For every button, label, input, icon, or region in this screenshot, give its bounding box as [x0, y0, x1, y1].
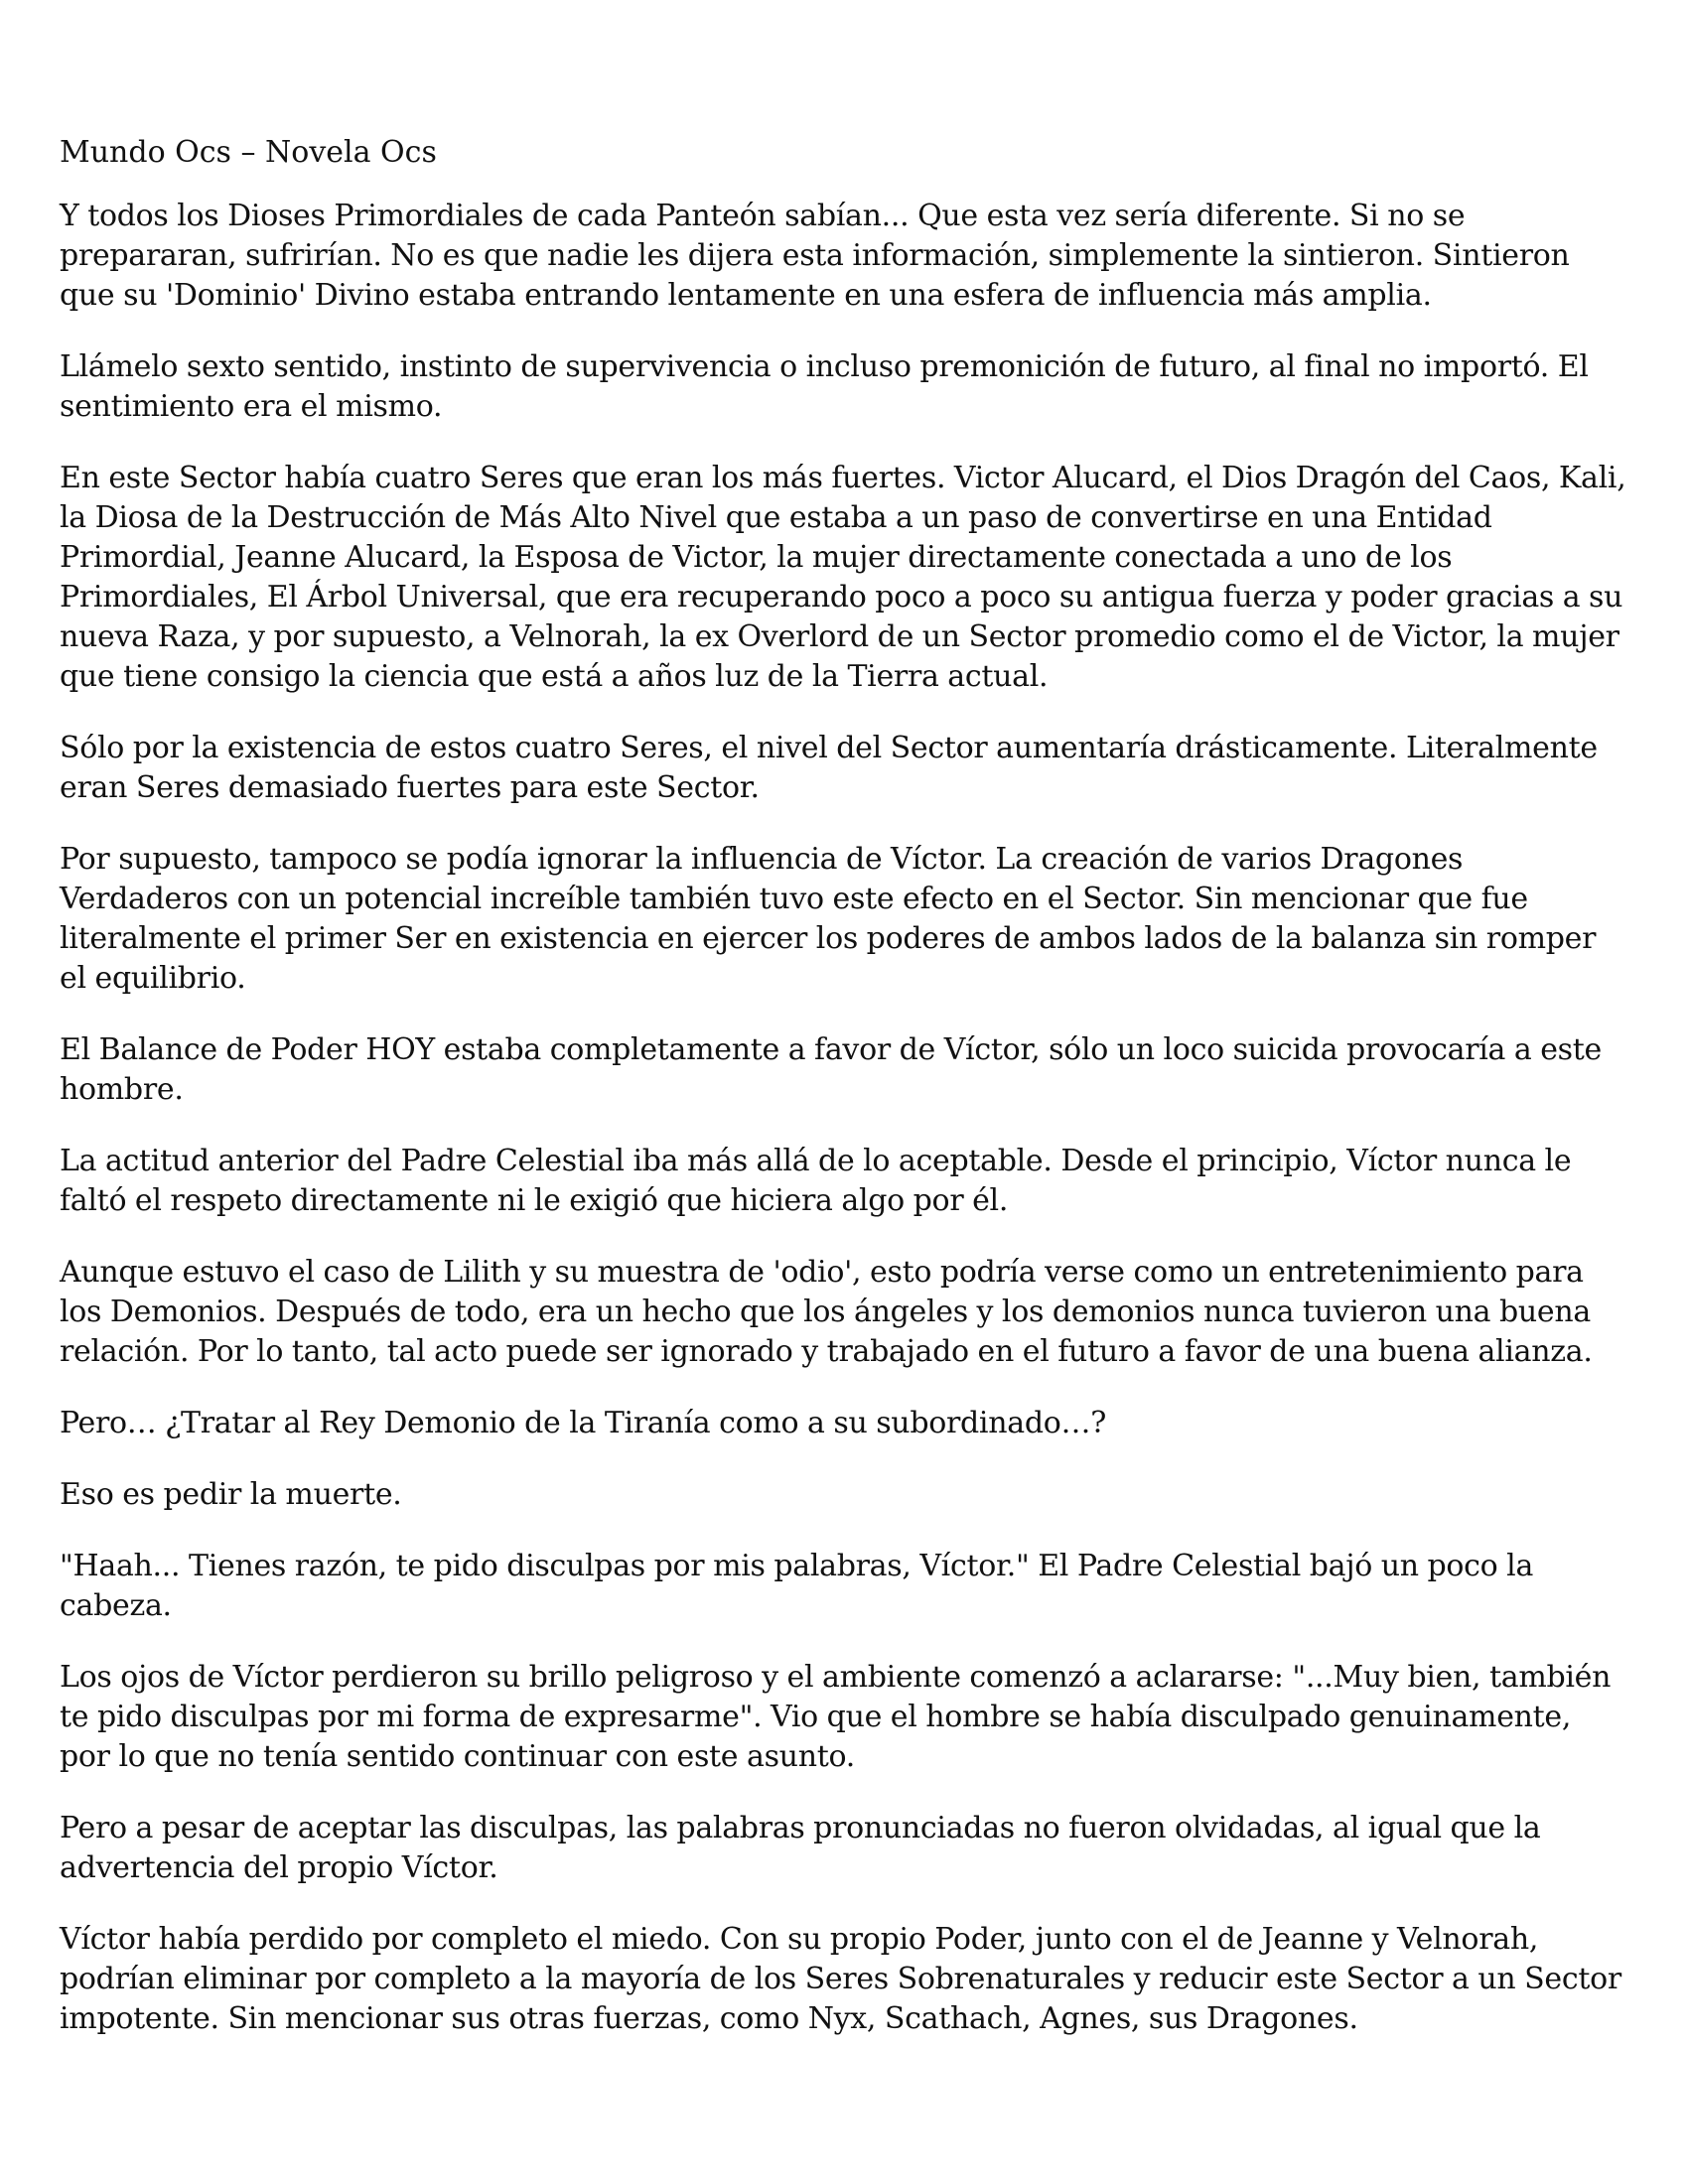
paragraph-9: Pero… ¿Tratar al Rey Demonio de la Tiranía como a su subordinado…? [60, 1406, 1106, 1440]
paragraph-6: El Balance de Poder HOY estaba completamente a favor de Víctor, sólo un loco suicida provocaría a este hombre. [60, 1032, 1602, 1107]
paragraph-1: Y todos los Dioses Primordiales de cada Panteón sabían... Que esta vez sería diferente. Si no se prepararan, sufrirían. No es que nadie les dijera esta información, simplemente la sintieron. Sintieron que su 'Dominio' Divino estaba entrando lentamente en una esfera de influencia más amplia. [60, 199, 1570, 313]
paragraph-11: "Haah... Tienes razón, te pido disculpas por mis palabras, Víctor." El Padre Celestial bajó un poco la cabeza. [60, 1549, 1534, 1623]
paragraph-12: Los ojos de Víctor perdieron su brillo peligroso y el ambiente comenzó a aclararse: "...Muy bien, también te pido disculpas por mi forma de expresarme". Vio que el hombre se había disculpado genuinamente, por lo que no tenía sentido continuar con este asunto. [60, 1660, 1612, 1774]
paragraph-14: Víctor había perdido por completo el miedo. Con su propio Poder, junto con el de Jeanne y Velnorah, podrían eliminar por completo a la mayoría de los Seres Sobrenaturales y reducir este Sector a un Sector impotente. Sin mencionar sus otras fuerzas, como Nyx, Scathach, Agnes, sus Dragones. [60, 1922, 1621, 2036]
paragraph-8: Aunque estuvo el caso de Lilith y su muestra de 'odio', esto podría verse como un entretenimiento para los Demonios. Después de todo, era un hecho que los ángeles y los demonios nunca tuvieron una buena relación. Por lo tanto, tal acto puede ser ignorado y trabajado en el futuro a favor de una buena alianza. [60, 1255, 1593, 1369]
paragraph-10: Eso es pedir la muerte. [60, 1477, 402, 1512]
paragraph-13: Pero a pesar de aceptar las disculpas, las palabras pronunciadas no fueron olvidadas, al igual que la advertencia del propio Víctor. [60, 1811, 1541, 1885]
paragraph-7: La actitud anterior del Padre Celestial iba más allá de lo aceptable. Desde el principio, Víctor nunca le faltó el respeto directamente ni le exigió que hiciera algo por él. [60, 1144, 1572, 1218]
paragraph-3: En este Sector había cuatro Seres que eran los más fuertes. Victor Alucard, el Dios Dragón del Caos, Kali, la Diosa de la Destrucción de Más Alto Nivel que estaba a un paso de convertirse en una Entidad Primordial, Jeanne Alucard, la Esposa de Victor, la mujer directamente conectada a uno de los Primordiales, El Árbol Universal, que era recuperando poco a poco su antigua fuerza y poder gracias a su nueva Raza, y por supuesto, a Velnorah, la ex Overlord de un Sector promedio como el de Victor, la mujer que tiene consigo la ciencia que está a años luz de la Tierra actual. [60, 461, 1626, 694]
document-header: Mundo Ocs – Novela Ocs [60, 135, 437, 170]
paragraph-2: Llámelo sexto sentido, instinto de supervivencia o incluso premonición de futuro, al final no importó. El sentimiento era el mismo. [60, 349, 1589, 424]
paragraph-5: Por supuesto, tampoco se podía ignorar la influencia de Víctor. La creación de varios Dragones Verdaderos con un potencial increíble también tuvo este efecto en el Sector. Sin mencionar que fue literalmente el primer Ser en existencia en ejercer los poderes de ambos lados de la balanza sin romper el equilibrio. [60, 842, 1597, 996]
paragraph-4: Sólo por la existencia de estos cuatro Seres, el nivel del Sector aumentaría drásticamente. Literalmente eran Seres demasiado fuertes para este Sector. [60, 731, 1598, 805]
